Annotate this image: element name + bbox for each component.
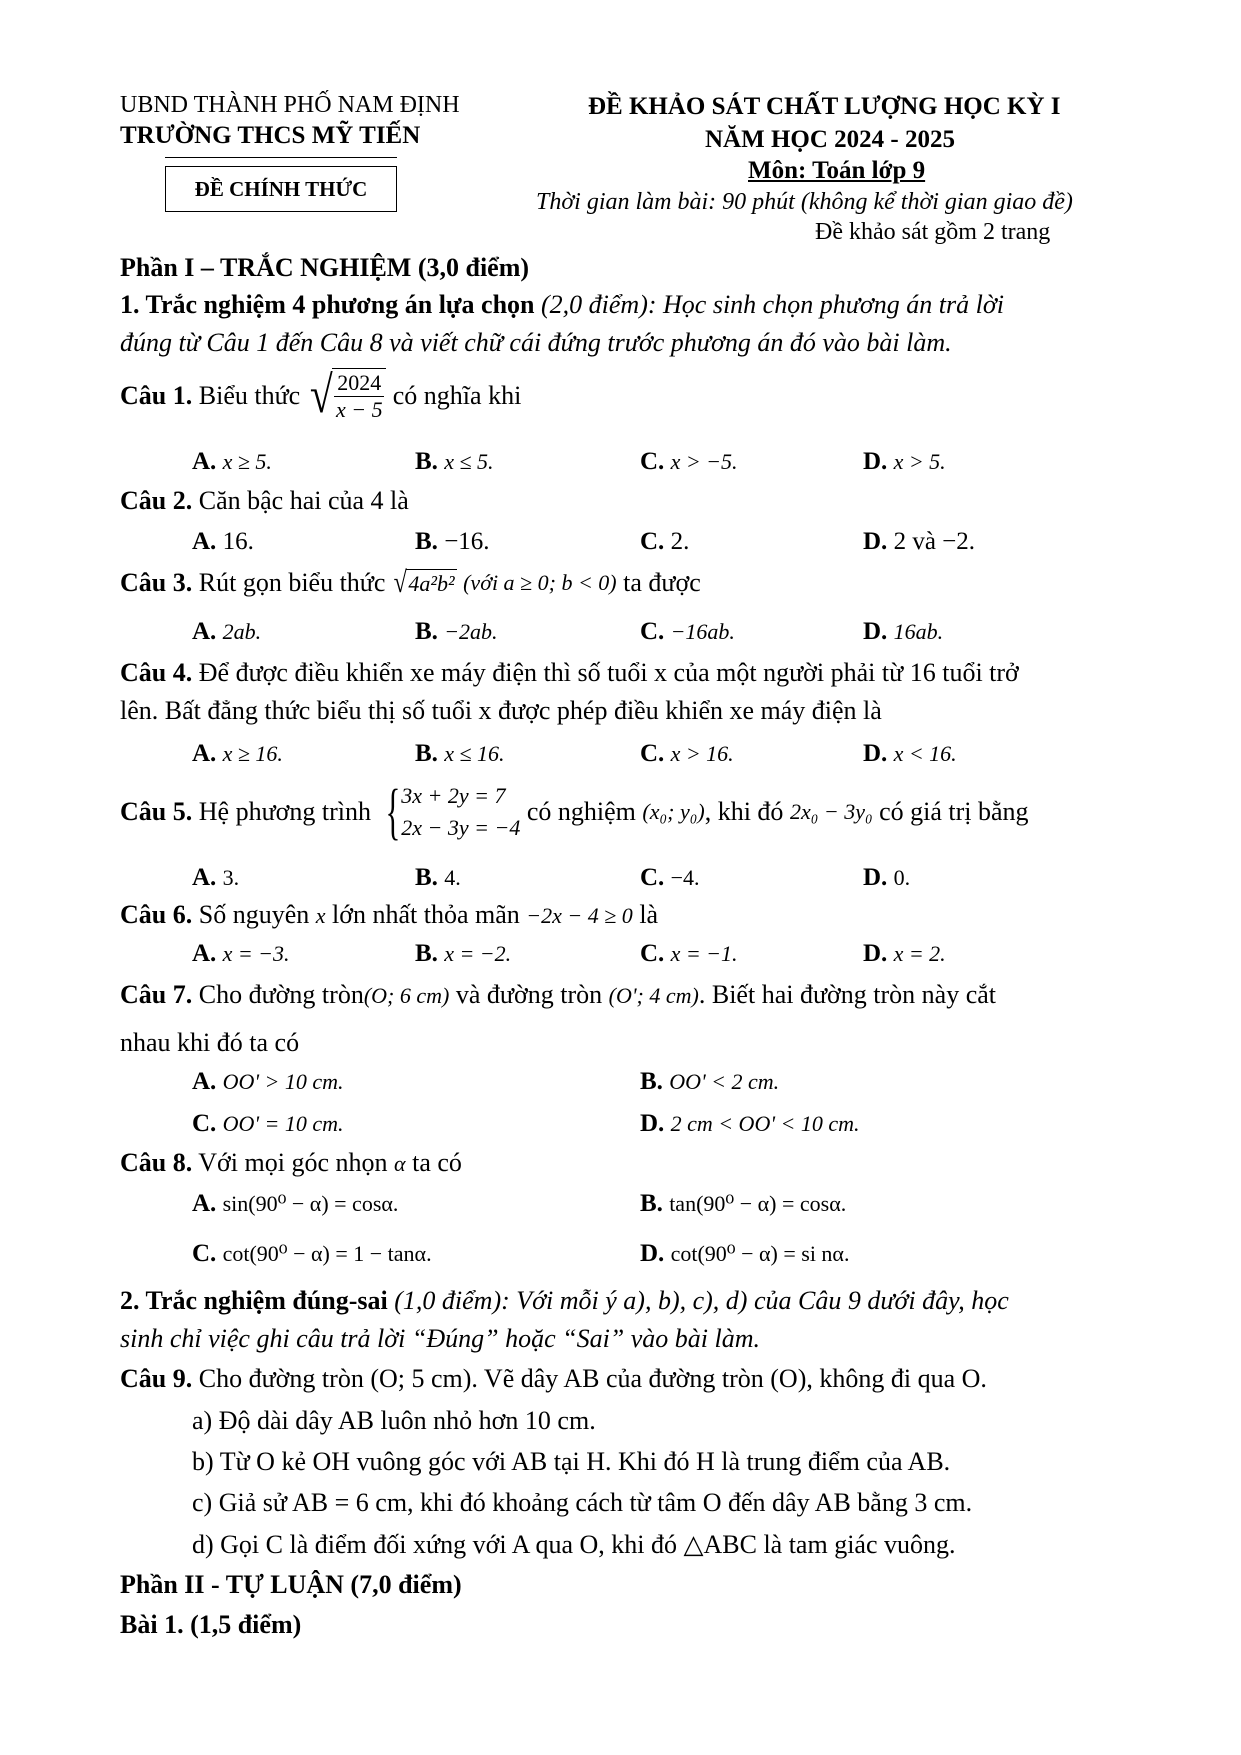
option-text: x = −2. (444, 941, 512, 966)
q1-fraction (334, 370, 384, 423)
option-letter: B. (415, 940, 438, 967)
section2-desc1: : Với mỗi ý a), b), c), d) của Câu 9 dưới đây, học (501, 1286, 1009, 1315)
option-text: 16ab. (893, 619, 944, 644)
q8-variable: α (394, 1151, 406, 1176)
q8-option-a (192, 1190, 398, 1218)
option-text: 16. (222, 528, 254, 555)
bai1-title: Bài 1. (1,5 điểm) (120, 1610, 302, 1639)
section1-points: (2,0 điểm) (534, 290, 648, 319)
question-7 (120, 980, 996, 1010)
section2-line1 (120, 1286, 1009, 1316)
question-9 (120, 1364, 987, 1394)
question-3 (120, 568, 701, 598)
option-letter: C. (640, 528, 665, 555)
q6-option-d (863, 940, 946, 968)
q6-text-c: là (632, 900, 659, 929)
q5-option-a (192, 864, 239, 892)
q5-equation-2: 2x − 3y = −4 (401, 815, 521, 840)
q7-text2: nhau khi đó ta có (120, 1028, 300, 1057)
option-letter: B. (415, 618, 438, 645)
q9-item-d: d) Gọi C là điểm đối xứng với A qua O, khi đó △ABC là tam giác vuông. (192, 1530, 956, 1559)
q7-circle-1: (O; 6 cm) (363, 983, 450, 1008)
option-letter: D. (863, 448, 888, 475)
option-letter: D. (863, 740, 888, 767)
question-5 (120, 780, 1029, 844)
official-stamp-box (165, 166, 397, 212)
q8-option-d (640, 1240, 849, 1268)
q8-label: Câu 8. (120, 1148, 193, 1177)
question-4 (120, 658, 1019, 688)
q1-option-b (415, 448, 494, 476)
official-label: ĐỀ CHÍNH THỨC (194, 176, 368, 201)
option-letter: A. (192, 940, 217, 967)
option-letter: A. (192, 740, 217, 767)
option-text: x < 16. (893, 741, 957, 766)
option-letter: D. (640, 1240, 665, 1267)
option-letter: C. (640, 618, 665, 645)
q4-option-b (415, 740, 505, 768)
option-text: 2ab. (222, 619, 262, 644)
option-text: −16. (444, 528, 490, 555)
option-text: cot(90⁰ − α) = si nα. (670, 1241, 850, 1266)
q7-option-a (192, 1068, 344, 1096)
option-text: x > −5. (670, 449, 738, 474)
option-letter: B. (640, 1190, 663, 1217)
q1-option-a (192, 448, 272, 476)
q3-option-c (640, 618, 735, 646)
q1-text-a: Biểu thức (192, 380, 307, 410)
option-text: tan(90⁰ − α) = cosα. (669, 1191, 847, 1216)
q3-option-d (863, 618, 943, 646)
q1-text-b: có nghĩa khi (386, 380, 522, 410)
q1-option-d (863, 448, 946, 476)
q3-text-b: ta được (616, 568, 701, 597)
q5-text-d: có giá trị bằng (872, 797, 1029, 826)
option-text: x = 2. (893, 941, 946, 966)
q5-equation-1: 3x + 2y = 7 (401, 783, 506, 808)
option-text: OO' = 10 cm. (222, 1111, 344, 1136)
option-letter: C. (640, 448, 665, 475)
option-letter: C. (192, 1240, 217, 1267)
option-letter: C. (640, 864, 665, 891)
q6-option-a (192, 940, 290, 968)
school-underline (165, 157, 397, 158)
q6-option-b (415, 940, 511, 968)
time-note: Thời gian làm bài: 90 phút (không kể thời gian giao đề) (536, 189, 1073, 215)
school-name: TRƯỜNG THCS MỸ TIẾN (120, 122, 421, 149)
option-text: x ≥ 5. (222, 449, 272, 474)
option-text: sin(90⁰ − α) = cosα. (222, 1191, 399, 1216)
q5-expression: 2x₀ − 3y₀ (789, 799, 873, 824)
section1-line1 (120, 290, 1004, 320)
q8-option-b (640, 1190, 846, 1218)
q7-option-b (640, 1068, 779, 1096)
part1-title: Phần I – TRẮC NGHIỆM (3,0 điểm) (120, 253, 530, 282)
q2-option-c (640, 528, 689, 556)
section1-desc2: đúng từ Câu 1 đến Câu 8 và viết chữ cái đứng trước phương án đó vào bài làm. (120, 328, 952, 357)
q1-option-c (640, 448, 738, 476)
q6-option-c (640, 940, 738, 968)
option-letter: D. (640, 1110, 665, 1137)
q9-item-c: c) Giả sử AB = 6 cm, khi đó khoảng cách từ tâm O đến dây AB bằng 3 cm. (192, 1488, 973, 1517)
option-text: 3. (222, 865, 240, 890)
option-text: OO' > 10 cm. (222, 1069, 344, 1094)
q9-item-a: a) Độ dài dây AB luôn nhỏ hơn 10 cm. (192, 1406, 596, 1435)
option-text: x = −1. (670, 941, 738, 966)
option-letter: A. (192, 448, 217, 475)
option-letter: A. (192, 864, 217, 891)
option-letter: C. (640, 940, 665, 967)
option-letter: C. (192, 1110, 217, 1137)
part2-title: Phần II - TỰ LUẬN (7,0 điểm) (120, 1570, 462, 1599)
q3-sqrt (392, 568, 457, 598)
q7-option-c (192, 1110, 344, 1138)
option-text: 4. (444, 865, 461, 890)
option-letter: B. (415, 448, 438, 475)
option-text: x > 16. (670, 741, 734, 766)
q5-solution: (x₀; y₀) (642, 799, 705, 824)
q1-sqrt (307, 368, 387, 423)
q1-numerator: 2024 (334, 370, 384, 397)
option-text: 2. (670, 528, 690, 555)
q4-label: Câu 4. (120, 658, 193, 687)
q4-option-d (863, 740, 957, 768)
q3-label: Câu 3. (120, 568, 193, 597)
radical-sign: √ (309, 366, 333, 424)
q3-condition: (với a ≥ 0; b < 0) (463, 570, 617, 595)
section1-title: 1. Trắc nghiệm 4 phương án lựa chọn (120, 290, 535, 319)
option-letter: A. (192, 528, 217, 555)
q5-text-b: có nghiệm (520, 797, 643, 826)
q8-option-c (192, 1240, 432, 1268)
q2-option-d (863, 528, 975, 556)
q6-text-b: lớn nhất thỏa mãn (325, 900, 527, 929)
q3-radicand: 4a²b² (408, 571, 455, 596)
option-letter: D. (863, 528, 888, 555)
option-letter: A. (192, 1068, 217, 1095)
option-letter: B. (415, 864, 438, 891)
option-letter: A. (192, 1190, 217, 1217)
subject: Môn: Toán lớp 9 (748, 157, 926, 184)
q5-equations (401, 780, 520, 844)
q5-option-b (415, 864, 461, 892)
option-text: x ≤ 16. (444, 741, 505, 766)
option-text: x = −3. (222, 941, 290, 966)
q9-label: Câu 9. (120, 1364, 193, 1393)
question-8 (120, 1148, 462, 1178)
authority-name: UBND THÀNH PHỐ NAM ĐỊNH (120, 92, 460, 118)
radical-sign: √ (393, 566, 407, 599)
option-letter: D. (863, 940, 888, 967)
option-letter: D. (863, 618, 888, 645)
option-text: −2ab. (444, 619, 498, 644)
q1-denominator: x − 5 (335, 397, 383, 422)
q6-inequality: −2x − 4 ≥ 0 (526, 903, 633, 928)
q2-text: Căn bậc hai của 4 là (192, 486, 409, 515)
q3-option-a (192, 618, 261, 646)
option-text: 2 và −2. (893, 528, 976, 555)
option-text: x > 5. (893, 449, 946, 474)
option-letter: D. (863, 864, 888, 891)
option-letter: B. (415, 740, 438, 767)
option-letter: B. (640, 1068, 663, 1095)
q7-circle-2: (O'; 4 cm) (608, 983, 699, 1008)
q6-variable: x (315, 903, 326, 928)
option-text: cot(90⁰ − α) = 1 − tanα. (222, 1241, 432, 1266)
option-letter: B. (415, 528, 438, 555)
section2-title: 2. Trắc nghiệm đúng-sai (120, 1286, 388, 1315)
question-2 (120, 486, 409, 516)
q6-text-a: Số nguyên (192, 900, 316, 929)
option-text: −16ab. (670, 619, 735, 644)
option-text: x ≤ 5. (444, 449, 494, 474)
q9-item-b: b) Từ O kẻ OH vuông góc với AB tại H. Khi đó H là trung điểm của AB. (192, 1447, 951, 1476)
page-count: Đề khảo sát gồm 2 trang (815, 219, 1051, 245)
q5-text-a: Hệ phương trình (192, 797, 378, 826)
option-text: 0. (893, 865, 911, 890)
q1-radicand (332, 368, 386, 423)
q4-text1: Để được điều khiển xe máy điện thì số tuổi x của một người phải từ 16 tuổi trở (192, 658, 1019, 687)
q5-label: Câu 5. (120, 797, 193, 826)
q4-option-a (192, 740, 283, 768)
q2-label: Câu 2. (120, 486, 193, 515)
left-brace-icon: { (384, 778, 400, 846)
q5-option-c (640, 864, 699, 892)
question-1 (120, 368, 521, 423)
q5-equation-system (378, 780, 521, 844)
option-text: OO' < 2 cm. (669, 1069, 780, 1094)
school-year: NĂM HỌC 2024 - 2025 (705, 126, 955, 153)
q3-text-a: Rút gọn biểu thức (192, 568, 392, 597)
q8-text-b: ta có (405, 1148, 462, 1177)
section2-points: (1,0 điểm) (387, 1286, 502, 1315)
q5-option-d (863, 864, 910, 892)
q7-text-a: Cho đường tròn (192, 980, 364, 1009)
q1-label: Câu 1. (120, 380, 193, 410)
q4-text2: lên. Bất đẳng thức biểu thị số tuổi x được phép điều khiển xe máy điện là (120, 696, 882, 725)
q5-text-c: , khi đó (704, 797, 790, 826)
question-6 (120, 900, 658, 930)
q3-option-b (415, 618, 498, 646)
q7-text-c: . Biết hai đường tròn này cắt (698, 980, 997, 1009)
option-text: −4. (670, 865, 700, 890)
q2-option-b (415, 528, 490, 556)
exam-title: ĐỀ KHẢO SÁT CHẤT LƯỢNG HỌC KỲ I (588, 93, 1061, 120)
q8-text-a: Với mọi góc nhọn (192, 1148, 395, 1177)
option-text: x ≥ 16. (222, 741, 283, 766)
q4-option-c (640, 740, 734, 768)
q9-text: Cho đường tròn (O; 5 cm). Vẽ dây AB của đường tròn (O), không đi qua O. (192, 1364, 987, 1393)
option-letter: A. (192, 618, 217, 645)
q6-label: Câu 6. (120, 900, 193, 929)
q7-option-d (640, 1110, 860, 1138)
q2-option-a (192, 528, 254, 556)
option-letter: C. (640, 740, 665, 767)
section1-desc1: : Học sinh chọn phương án trả lời (647, 290, 1004, 319)
q7-text-b: và đường tròn (449, 980, 609, 1009)
option-text: 2 cm < OO' < 10 cm. (670, 1111, 860, 1136)
section2-desc2: sinh chỉ việc ghi câu trả lời “Đúng” hoặc “Sai” vào bài làm. (120, 1324, 761, 1353)
q7-label: Câu 7. (120, 980, 193, 1009)
